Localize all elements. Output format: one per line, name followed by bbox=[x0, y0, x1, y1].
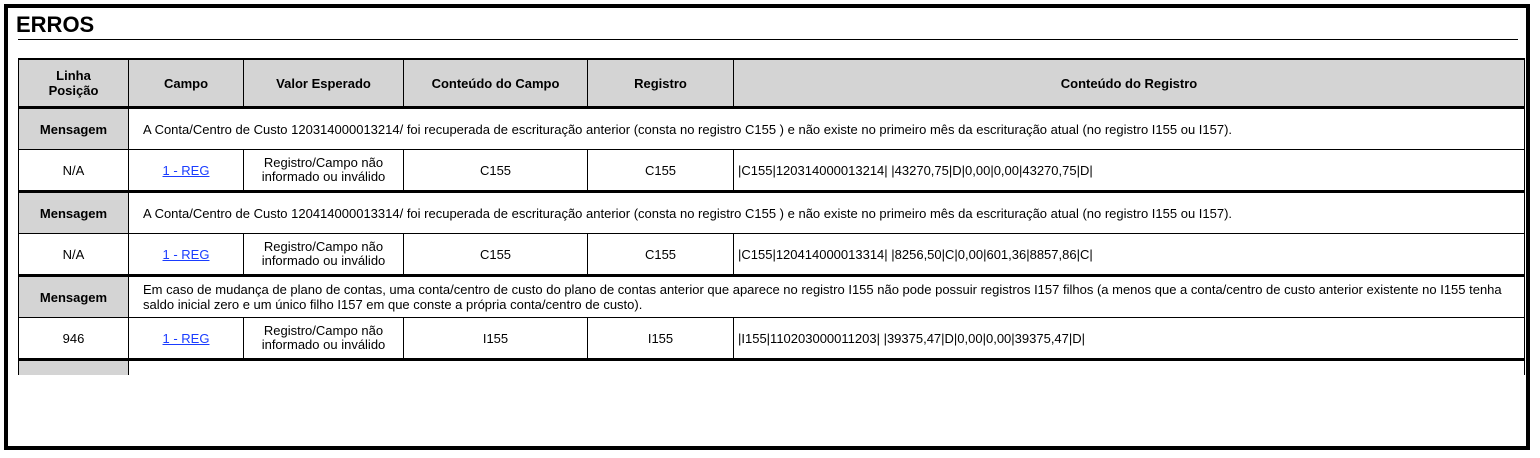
report-frame bbox=[4, 4, 1530, 450]
conteudo-registro-cell: |C155|120414000013314| |8256,50|C|0,00|601,36|8857,86|C| bbox=[734, 234, 1525, 276]
message-text: A Conta/Centro de Custo 120414000013314/ foi recuperada de escrituração anterior (consta no registro C155 ) e não existe no primeiro mês da escrituração atual (no registro I155 ou I157). bbox=[129, 192, 1525, 234]
registro-cell: C155 bbox=[588, 150, 734, 192]
message-label: Mensagem bbox=[19, 276, 129, 318]
message-row-partial bbox=[19, 360, 1525, 376]
message-row bbox=[19, 108, 1525, 150]
header-linha-posicao bbox=[19, 59, 129, 108]
conteudo-registro-cell: |C155|120314000013214| |43270,75|D|0,00|0,00|43270,75|D| bbox=[734, 150, 1525, 192]
table-row bbox=[19, 150, 1525, 192]
errors-table bbox=[18, 58, 1525, 375]
header-posicao: Posição bbox=[48, 83, 99, 98]
header-linha: Linha bbox=[56, 68, 91, 83]
campo-cell bbox=[129, 318, 244, 360]
valor-esperado-line: informado ou inválido bbox=[261, 337, 386, 352]
header-valor-esperado: Valor Esperado bbox=[244, 59, 404, 108]
message-label: Mensagem bbox=[19, 192, 129, 234]
campo-cell bbox=[129, 150, 244, 192]
header-conteudo-campo: Conteúdo do Campo bbox=[404, 59, 588, 108]
conteudo-campo-cell: I155 bbox=[404, 318, 588, 360]
campo-link[interactable]: 1 - REG bbox=[162, 162, 210, 178]
conteudo-campo-cell: C155 bbox=[404, 234, 588, 276]
message-text-partial bbox=[129, 360, 1525, 376]
header-registro: Registro bbox=[588, 59, 734, 108]
message-row bbox=[19, 276, 1525, 318]
header-campo: Campo bbox=[129, 59, 244, 108]
valor-esperado-line: Registro/Campo não bbox=[263, 155, 384, 170]
message-label: Mensagem bbox=[19, 108, 129, 150]
valor-esperado-line: informado ou inválido bbox=[261, 253, 386, 268]
message-text: Em caso de mudança de plano de contas, uma conta/centro de custo do plano de contas anterior que aparece no registro I155 não pode possuir registros I157 filhos (a menos que a conta/centro de custo anterior existente no I155 tenha saldo inicial zero e um único filho I157 em que conste a própria conta/centro de custo). bbox=[129, 276, 1525, 318]
valor-esperado-line: informado ou inválido bbox=[261, 169, 386, 184]
valor-esperado-line: Registro/Campo não bbox=[263, 239, 384, 254]
report-title: ERROS bbox=[16, 12, 95, 37]
campo-link[interactable]: 1 - REG bbox=[162, 330, 210, 346]
table-row bbox=[19, 234, 1525, 276]
registro-cell: C155 bbox=[588, 234, 734, 276]
message-text: A Conta/Centro de Custo 120314000013214/ foi recuperada de escrituração anterior (consta no registro C155 ) e não existe no primeiro mês da escrituração atual (no registro I155 ou I157). bbox=[129, 108, 1525, 150]
table-header-row bbox=[19, 59, 1525, 108]
conteudo-campo-cell: C155 bbox=[404, 150, 588, 192]
linha-cell: 946 bbox=[19, 318, 129, 360]
registro-cell: I155 bbox=[588, 318, 734, 360]
campo-link[interactable]: 1 - REG bbox=[162, 246, 210, 262]
valor-esperado-line: Registro/Campo não bbox=[263, 323, 384, 338]
linha-cell: N/A bbox=[19, 234, 129, 276]
conteudo-registro-cell: |I155|110203000011203| |39375,47|D|0,00|0,00|39375,47|D| bbox=[734, 318, 1525, 360]
linha-cell: N/A bbox=[19, 150, 129, 192]
title-divider bbox=[18, 39, 1518, 40]
message-label-partial bbox=[19, 360, 129, 376]
valor-esperado-cell bbox=[244, 150, 404, 192]
message-row bbox=[19, 192, 1525, 234]
valor-esperado-cell bbox=[244, 318, 404, 360]
campo-cell bbox=[129, 234, 244, 276]
table-row bbox=[19, 318, 1525, 360]
header-conteudo-registro: Conteúdo do Registro bbox=[734, 59, 1525, 108]
valor-esperado-cell bbox=[244, 234, 404, 276]
